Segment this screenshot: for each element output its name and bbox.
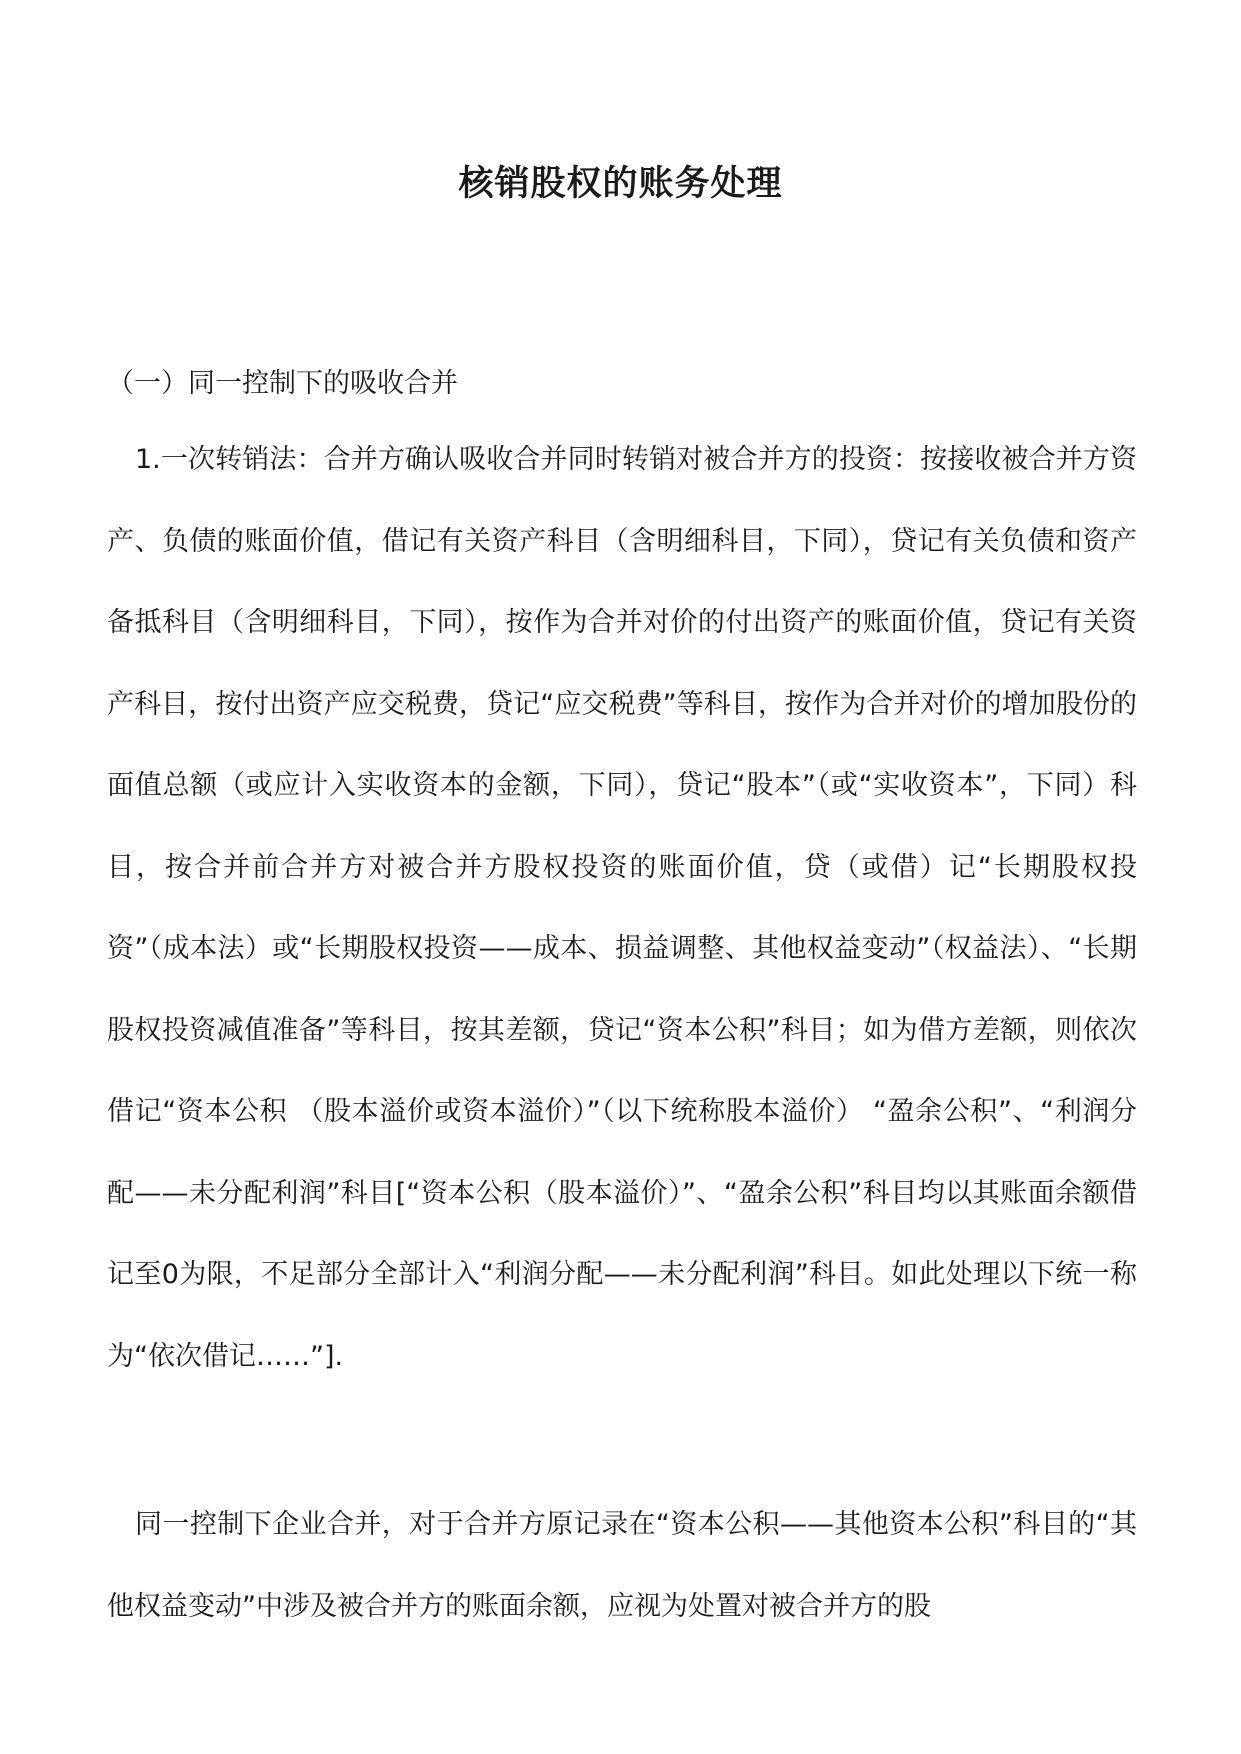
paragraph-same-control-merger: 同一控制下企业合并，对于合并方原记录在“资本公积——其他资本公积”科目的“其他权益变动”中涉及被合并方的账面余额，应视为处置对被合并方的股 xyxy=(107,1509,1137,1622)
document-title: 核销股权的账务处理 xyxy=(458,163,783,204)
paragraph-one-time-writeoff: 1.一次转销法：合并方确认吸收合并同时转销对被合并方的投资：按接收被合并方资产、负债的账面价值，借记有关资产科目（含明细科目，下同），贷记有关负债和资产备抵科目（含明细科目，下同），按作为合并对价的付出资产的账面价值，贷记有关资产科目，按付出资产应交税费，贷记“应交税费”等科目，按作为合并对价的增加股份的面值总额（或应计入实收资本的金额，下同），贷记“股本”（或“实收资本”，下同）科目，按合并前合并方对被合并方股权投资的账面价值，贷（或借）记“长期股权投资”（成本法）或“长期股权投资——成本、损益调整、其他权益变动”（权益法）、“长期股权投资减值准备”等科目，按其差额，贷记“资本公积”科目；如为借方差额，则依次借记“资本公积 （股本溢价或资本溢价）”（以下统称股本溢价） “盈余公积”、“利润分配——未分配利润”科目[“资本公积（股本溢价）”、“盈余公积”科目均以其账面余额借记至0为限，不足部分全部计入“利润分配——未分配利润”科目。如此处理以下统一称为“依次借记……”]. xyxy=(107,444,1137,1372)
section-heading: （一）同一控制下的吸收合并 xyxy=(107,368,458,399)
